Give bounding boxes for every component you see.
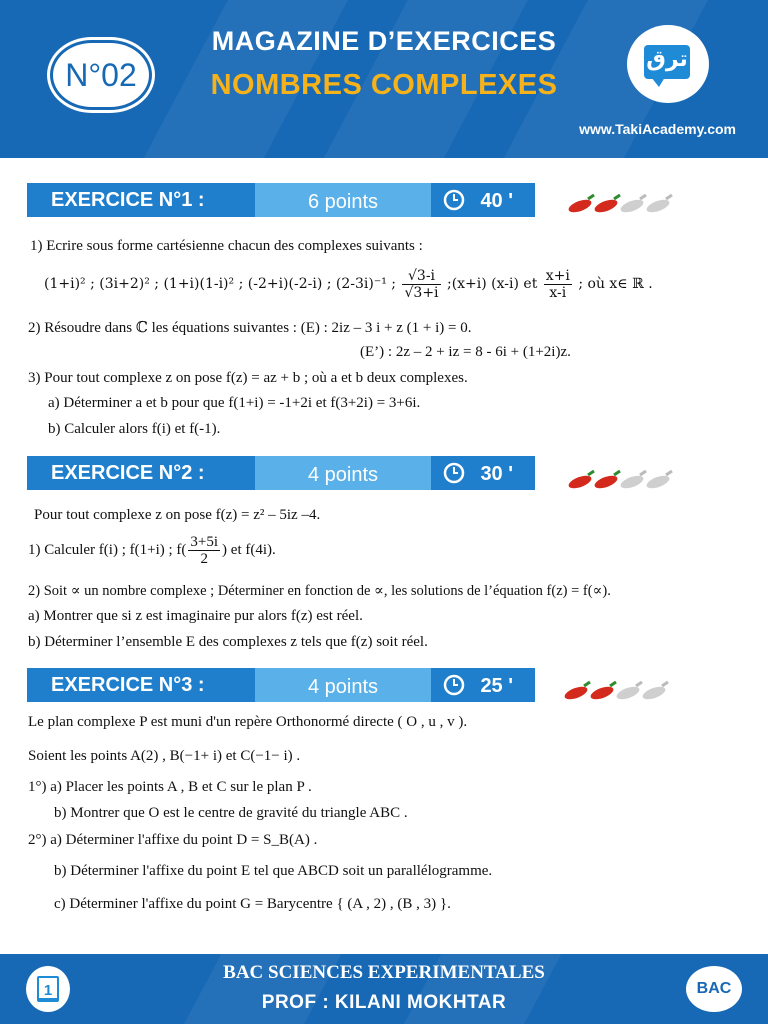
ex3-intro: Le plan complexe P est muni d'un repère Orthonormé directe ( O , u , v ). (28, 714, 468, 730)
ex1-question-2: 2) Résoudre dans ℂ les équations suivantes : (E) : 2iz – 3 i + z (1 + i) = 0. (28, 320, 472, 336)
exercise-title: EXERCICE N°1 : (27, 183, 255, 217)
exercise-time-value: 25 ' (480, 675, 513, 697)
clock-icon (443, 189, 465, 211)
difficulty-peppers-icon (566, 465, 676, 495)
difficulty-peppers-icon (562, 676, 672, 706)
ex2-question-1 (28, 530, 276, 570)
ex3-points: Soient les points A(2) , B(−1+ i) et C(−1− i) . (28, 748, 301, 764)
book-icon (26, 966, 70, 1012)
exercise-time (431, 668, 535, 702)
fraction-numerator: √3-i (402, 268, 440, 285)
clock-icon (443, 674, 465, 696)
pepper-icon (619, 195, 646, 215)
pepper-icon (567, 471, 594, 491)
exercise-title: EXERCICE N°3 : (27, 668, 255, 702)
ex3-question-1a: 1°) a) Placer les points A , B et C sur le plan P . (28, 779, 312, 795)
ex2-q1-start: 1) Calculer f(i) ; f(1+i) ; f( (28, 542, 187, 558)
pepper-icon (593, 471, 620, 491)
ex2-intro: Pour tout complexe z on pose f(z) = z² – 5iz –4. (34, 507, 321, 523)
exercise-points: 6 points (255, 183, 431, 217)
difficulty-peppers-icon (566, 189, 676, 219)
footer-teacher: PROF : KILANI MOKHTAR (261, 992, 507, 1013)
fraction (188, 534, 220, 567)
exercise-time-value: 40 ' (480, 190, 513, 212)
magazine-title: MAGAZINE D’EXERCICES (211, 26, 557, 56)
fraction-denominator: 2 (200, 551, 208, 568)
book-number: 1 (43, 982, 53, 999)
exercise-time (431, 183, 535, 217)
website-link[interactable]: www.TakiAcademy.com (579, 121, 736, 137)
pepper-icon (615, 682, 642, 702)
ex1-question-3: 3) Pour tout complexe z on pose f(z) = az + b ; où a et b deux complexes. (28, 370, 468, 386)
ex2-q1-end: ) et f(4i). (222, 542, 276, 558)
ex3-question-2c: c) Déterminer l'affixe du point G = Barycentre { (A , 2) , (B , 3) }. (54, 896, 451, 912)
ex3-question-1b: b) Montrer que O est le centre de gravité du triangle ABC . (54, 805, 408, 821)
ex2-question-b: b) Déterminer l’ensemble E des complexes z tels que f(z) soit réel. (28, 634, 428, 650)
ex2-question-2: 2) Soit ∝ un nombre complexe ; Déterminer en fonction de ∝, les solutions de l’équation f(z) = f(∝). (28, 583, 611, 599)
logo-glyph: ترق (646, 47, 688, 72)
pepper-icon (645, 195, 672, 215)
pepper-icon (645, 471, 672, 491)
ex3-question-2b: b) Déterminer l'affixe du point E tel que ABCD soit un parallélogramme. (54, 863, 493, 879)
clock-icon (443, 462, 465, 484)
exercise-time-value: 30 ' (480, 463, 513, 485)
ex1-question-2b: (E’) : 2z – 2 + iz = 8 - 6i + (1+2i)z. (360, 344, 571, 360)
exercise-1-bar (27, 183, 535, 217)
fraction-denominator: x-i (549, 284, 567, 301)
pepper-icon (641, 682, 668, 702)
ex3-question-2a: 2°) a) Déterminer l'affixe du point D = S_B(A) . (28, 832, 318, 848)
ex1-question-1: 1) Ecrire sous forme cartésienne chacun des complexes suivants : (30, 238, 423, 254)
magazine-footer (0, 954, 768, 1024)
ex1-question-3a: a) Déterminer a et b pour que f(1+i) = -1+2i et f(3+2i) = 3+6i. (48, 395, 421, 411)
pepper-icon (589, 682, 616, 702)
ex1-list-mid: ;(x+i) (x-i) et (446, 276, 538, 292)
exercise-title: EXERCICE N°2 : (27, 456, 255, 490)
ex1-list-text: (1+i)² ; (3i+2)² ; (1+i)(1-i)² ; (-2+i)(-2-i) ; (2-3i)⁻¹ ; (44, 276, 397, 292)
book-icon-graphic (26, 966, 70, 1012)
pepper-icon (593, 195, 620, 215)
exercise-time (431, 456, 535, 490)
takiacademy-logo-icon (627, 25, 709, 103)
ex1-question-3b: b) Calculer alors f(i) et f(-1). (48, 421, 221, 437)
issue-number: N°02 (50, 40, 152, 110)
ex1-list-end: ; où x∈ ℝ . (578, 276, 653, 292)
bac-badge: BAC (686, 966, 742, 1012)
exercise-2-bar (27, 456, 535, 490)
fraction (544, 268, 572, 301)
footer-program: BAC SCIENCES EXPERIMENTALES (223, 962, 545, 983)
pepper-icon (567, 195, 594, 215)
ex2-question-a: a) Montrer que si z est imaginaire pur alors f(z) est réel. (28, 608, 363, 624)
exercise-3-bar (27, 668, 535, 702)
fraction-numerator: 3+5i (190, 534, 219, 551)
pepper-icon (619, 471, 646, 491)
fraction-numerator: x+i (545, 267, 570, 284)
exercise-points: 4 points (255, 668, 431, 702)
magazine-subtitle: NOMBRES COMPLEXES (210, 69, 558, 101)
ex1-expression-list (44, 264, 653, 304)
fraction (402, 268, 440, 301)
pepper-icon (563, 682, 590, 702)
fraction-denominator: √3+i (404, 284, 439, 301)
magazine-header (0, 0, 768, 158)
exercise-points: 4 points (255, 456, 431, 490)
